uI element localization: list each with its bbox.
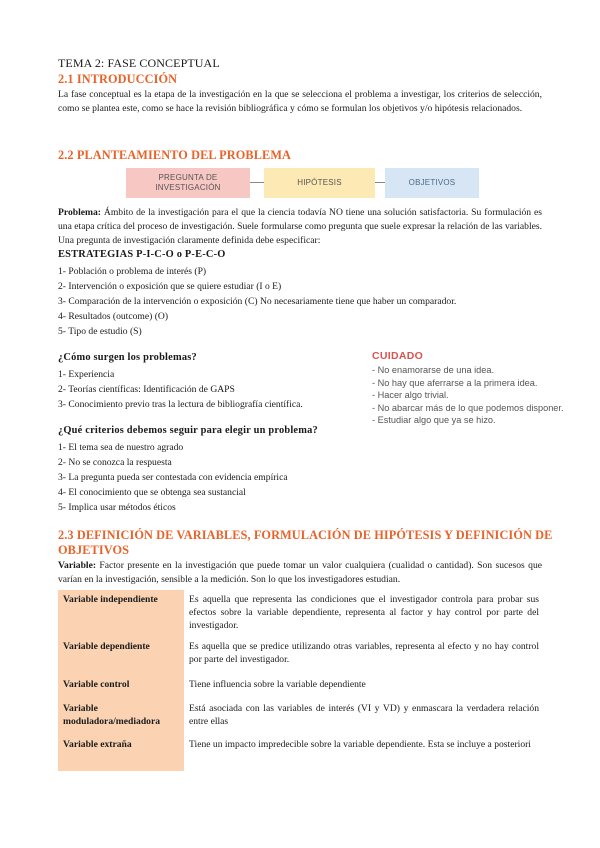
list-item: 3- Comparación de la intervención o exposición (C) No necesariamente tiene que haber un comparador. [58, 296, 457, 307]
list-item: 3- La pregunta pueda ser contestada con evidencia empírica [58, 472, 288, 483]
list-item: 5- Tipo de estudio (S) [58, 326, 142, 337]
problem-text: Ámbito de la investigación para el que la ciencia todavía NO tiene una solución satisfactoria. Su formulación es una etapa crítica del proceso de investigación. Suele formularse como pregunta que suele expresar la relación de las variables. Una pregunta de investigación claramente definida debe especificar: [58, 207, 542, 246]
flow-objectives-box: OBJETIVOS [385, 168, 479, 198]
heading-definicion [58, 528, 552, 558]
table-cell-definition: Está asociada con las variables de interés (VI y VD) y enmascara la verdadera relación entre ellas [189, 703, 539, 727]
table-cell-definition: Tiene un impacto impredecible sobre la variable dependiente. Esta se incluye a posteriori [189, 739, 531, 750]
table-row [58, 699, 544, 735]
table-cell-term: Variable moduladora/mediadora [58, 699, 184, 735]
caution-item: - No hay que aferrarse a la primera idea. [372, 377, 538, 388]
caution-box [372, 350, 564, 427]
heading-planteamiento: 2.2 PLANTEAMIENTO DEL PROBLEMA [58, 148, 292, 162]
table-cell-term: Variable independiente [58, 590, 184, 637]
flow-connector [250, 182, 264, 183]
list-item: 3- Conocimiento previo tras la lectura de bibliografía científica. [58, 399, 303, 410]
list-item: 5- Implica usar métodos éticos [58, 502, 176, 513]
table-cell-definition: Es aquella que se predice utilizando otras variables, representa al efecto y no hay control por parte del investigador. [189, 641, 539, 665]
table-row [58, 590, 544, 637]
list-item: 4- El conocimiento que se obtenga sea sustancial [58, 487, 246, 498]
strategies-heading: ESTRATEGIAS P-I-C-O o P-E-C-O [58, 249, 226, 260]
list-item: 2- Teorías científicas: Identificación de GAPS [58, 384, 235, 395]
criteria-heading: ¿Qué criterios debemos seguir para elegir un problema? [58, 425, 318, 436]
list-item: 2- No se conozca la respuesta [58, 457, 172, 468]
heading-definicion-line1: 2.3 DEFINICIÓN DE VARIABLES, FORMULACIÓN DE HIPÓTESIS Y DEFINICIÓN DE [58, 528, 553, 542]
problem-paragraph [58, 206, 542, 248]
origin-heading: ¿Cómo surgen los problemas? [58, 352, 197, 363]
origin-list [58, 367, 303, 412]
variable-paragraph [58, 559, 542, 587]
caution-item: - Estudiar algo que ya se hizo. [372, 415, 496, 425]
problem-label: Problema: [58, 207, 101, 218]
caution-item: - No enamorarse de una idea. [372, 365, 495, 375]
table-row [58, 735, 544, 771]
caution-title: CUIDADO [372, 350, 424, 362]
criteria-list [58, 440, 288, 515]
table-cell-term: Variable control [58, 675, 184, 699]
variable-text: Factor presente en la investigación que puede tomar un valor cualquiera (cualidad o cantidad). Son sucesos que varían en la investigación, sensible a la medición. Son lo que los investigadores estudian. [58, 560, 542, 585]
table-cell-definition: Tiene influencia sobre la variable dependiente [189, 679, 366, 690]
flow-hypothesis-box: HIPÓTESIS [264, 168, 375, 198]
variables-table [58, 590, 544, 771]
variable-label: Variable: [58, 560, 97, 571]
list-item: 4- Resultados (outcome) (O) [58, 311, 169, 322]
list-item: 1- El tema sea de nuestro agrado [58, 442, 184, 453]
heading-definicion-line2: OBJETIVOS [58, 543, 130, 557]
list-item: 1- Población o problema de interés (P) [58, 266, 207, 277]
flow-connector [375, 182, 385, 183]
strategies-list [58, 264, 456, 339]
table-cell-term: Variable dependiente [58, 637, 184, 675]
intro-paragraph: La fase conceptual es la etapa de la investigación en la que se selecciona el problema a investigar, los criterios de selección, como se plantea este, como se hace la revisión bibliográfica y cómo se formulan los objetivos y/o hipótesis relacionados. [58, 89, 542, 114]
heading-introduccion: 2.1 INTRODUCCIÓN [58, 72, 178, 86]
table-cell-term: Variable extraña [58, 735, 184, 771]
list-item: 1- Experiencia [58, 369, 115, 380]
flow-question-box: PREGUNTA DE INVESTIGACIÓN [126, 168, 250, 198]
page-title: TEMA 2: FASE CONCEPTUAL [58, 56, 220, 70]
caution-item: - No abarcar más de lo que podemos disponer. [372, 402, 564, 413]
table-cell-definition: Es aquella que representa las condiciones que el investigador controla para probar sus efectos sobre la variable dependiente, representa al factor y hay control por parte del investigador. [189, 594, 539, 631]
caution-item: - Hacer algo trivial. [372, 390, 449, 400]
list-item: 2- Intervención o exposición que se quiere estudiar (I o E) [58, 281, 282, 292]
table-row [58, 637, 544, 675]
table-row [58, 675, 544, 699]
